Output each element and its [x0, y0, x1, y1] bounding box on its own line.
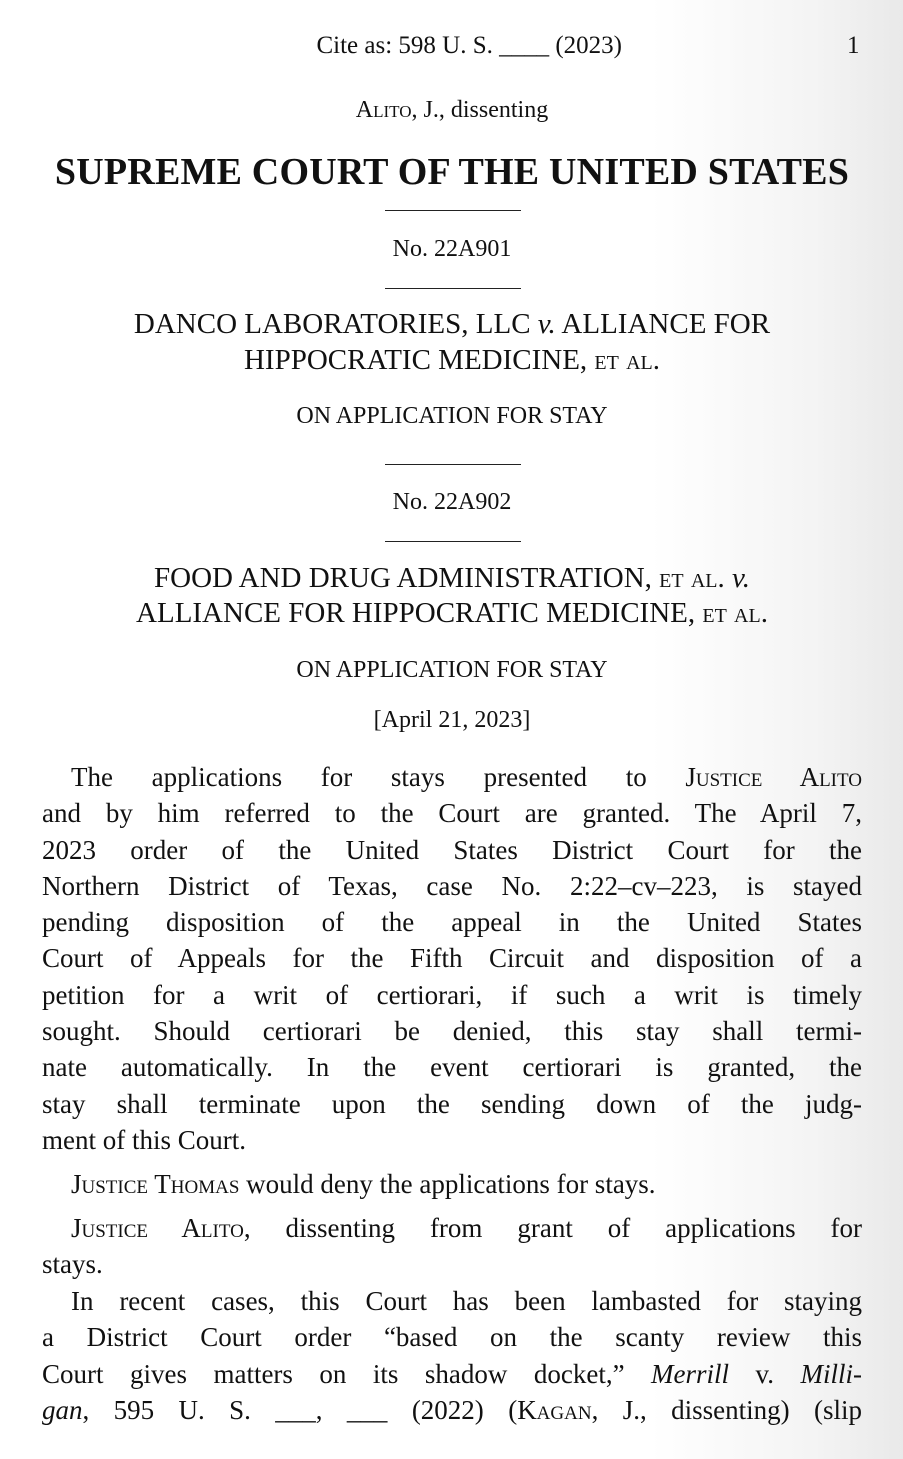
case2-caption-line1 [42, 562, 862, 595]
opinion-text: Court gives matters on its shadow docket,” [42, 1358, 652, 1389]
opinion-text: v. [729, 1358, 801, 1389]
caption-text: ALLIANCE FOR [555, 308, 771, 340]
order-line: Northern District of Texas, case No. 2:22–cv–223, is stayed [42, 870, 862, 901]
divider-rule [385, 288, 521, 289]
order-line: sought. Should certiorari be denied, this stay shall termi- [42, 1016, 862, 1047]
running-head [42, 97, 862, 124]
opinion-line: In recent cases, this Court has been lambasted for staying [71, 1286, 862, 1316]
order-line: nate automatically. In the event certiorari is granted, the [42, 1052, 862, 1083]
versus: v. [731, 562, 750, 594]
case1-caption-line1 [42, 308, 862, 341]
justice-name: Justice Alito [71, 1213, 244, 1243]
caption-text: DANCO LABORATORIES, LLC [133, 308, 538, 340]
alito-paragraph [42, 1210, 862, 1283]
citation-header: Cite as: 598 U. S. ____ (2023) [316, 32, 622, 59]
order-line: ment of this Court. [42, 1124, 246, 1155]
case-name: gan [42, 1394, 83, 1425]
order-line: Court of Appeals for the Fifth Circuit and disposition of a [42, 943, 862, 974]
justice-name: Justice Thomas [71, 1169, 240, 1199]
order-line [42, 759, 862, 795]
order-text: The applications for stays presented to [71, 762, 686, 792]
et-al: et al. [659, 562, 725, 594]
alito-text: , dissenting from grant of applications for [243, 1213, 863, 1243]
thomas-line [42, 1166, 862, 1202]
et-al: et al. [594, 344, 661, 376]
divider-rule [385, 464, 521, 465]
et-al: et al. [702, 597, 768, 629]
running-head-rest: , J., dissenting [411, 97, 549, 123]
case2-caption-line2 [42, 597, 862, 630]
justice-name: Justice Alito [685, 762, 862, 792]
opinion-text: , 595 U. S. ___, ___ (2022) ( [82, 1394, 518, 1425]
opinion-line [42, 1356, 862, 1392]
case2-application: ON APPLICATION FOR STAY [296, 657, 608, 683]
alito-line [42, 1210, 862, 1246]
opinion-line: a District Court order “based on the scanty review this [42, 1322, 862, 1353]
justice-name: Kagan [517, 1394, 592, 1425]
divider-rule [385, 210, 521, 211]
caption-text: ALLIANCE FOR HIPPOCRATIC MEDICINE, [136, 597, 703, 629]
page-number: 1 [847, 32, 860, 59]
docket-number-2: No. 22A902 [392, 489, 512, 515]
opinion-line [42, 1392, 862, 1428]
case-name: Milli- [800, 1358, 863, 1389]
order-line: stay shall terminate upon the sending down of the judg- [42, 1088, 862, 1119]
docket-number-1: No. 22A901 [392, 236, 512, 262]
caption-text: FOOD AND DRUG ADMINISTRATION, [154, 562, 660, 594]
case1-caption-line2 [42, 344, 862, 377]
running-head-name: Alito [355, 97, 412, 123]
caption-text: HIPPOCRATIC MEDICINE, [243, 344, 595, 376]
court-title: SUPREME COURT OF THE UNITED STATES [54, 151, 850, 193]
order-line: and by him referred to the Court are granted. The April 7, [42, 798, 862, 829]
thomas-paragraph [42, 1166, 862, 1202]
order-line: pending disposition of the appeal in the United States [42, 907, 862, 938]
divider-rule [385, 541, 521, 542]
opinion-text: , J., dissenting) (slip [591, 1394, 862, 1425]
thomas-text: would deny the applications for stays. [239, 1169, 656, 1199]
order-line: petition for a writ of certiorari, if such a writ is timely [42, 979, 862, 1010]
alito-line: stays. [42, 1249, 103, 1280]
versus: v. [537, 308, 556, 340]
order-line: 2023 order of the United States District Court for the [42, 834, 862, 865]
case1-application: ON APPLICATION FOR STAY [296, 403, 608, 429]
decision-date: [April 21, 2023] [373, 707, 531, 733]
opinion-paragraph [42, 1283, 862, 1428]
order-paragraph [42, 759, 862, 1158]
case-name: Merrill [651, 1358, 730, 1389]
